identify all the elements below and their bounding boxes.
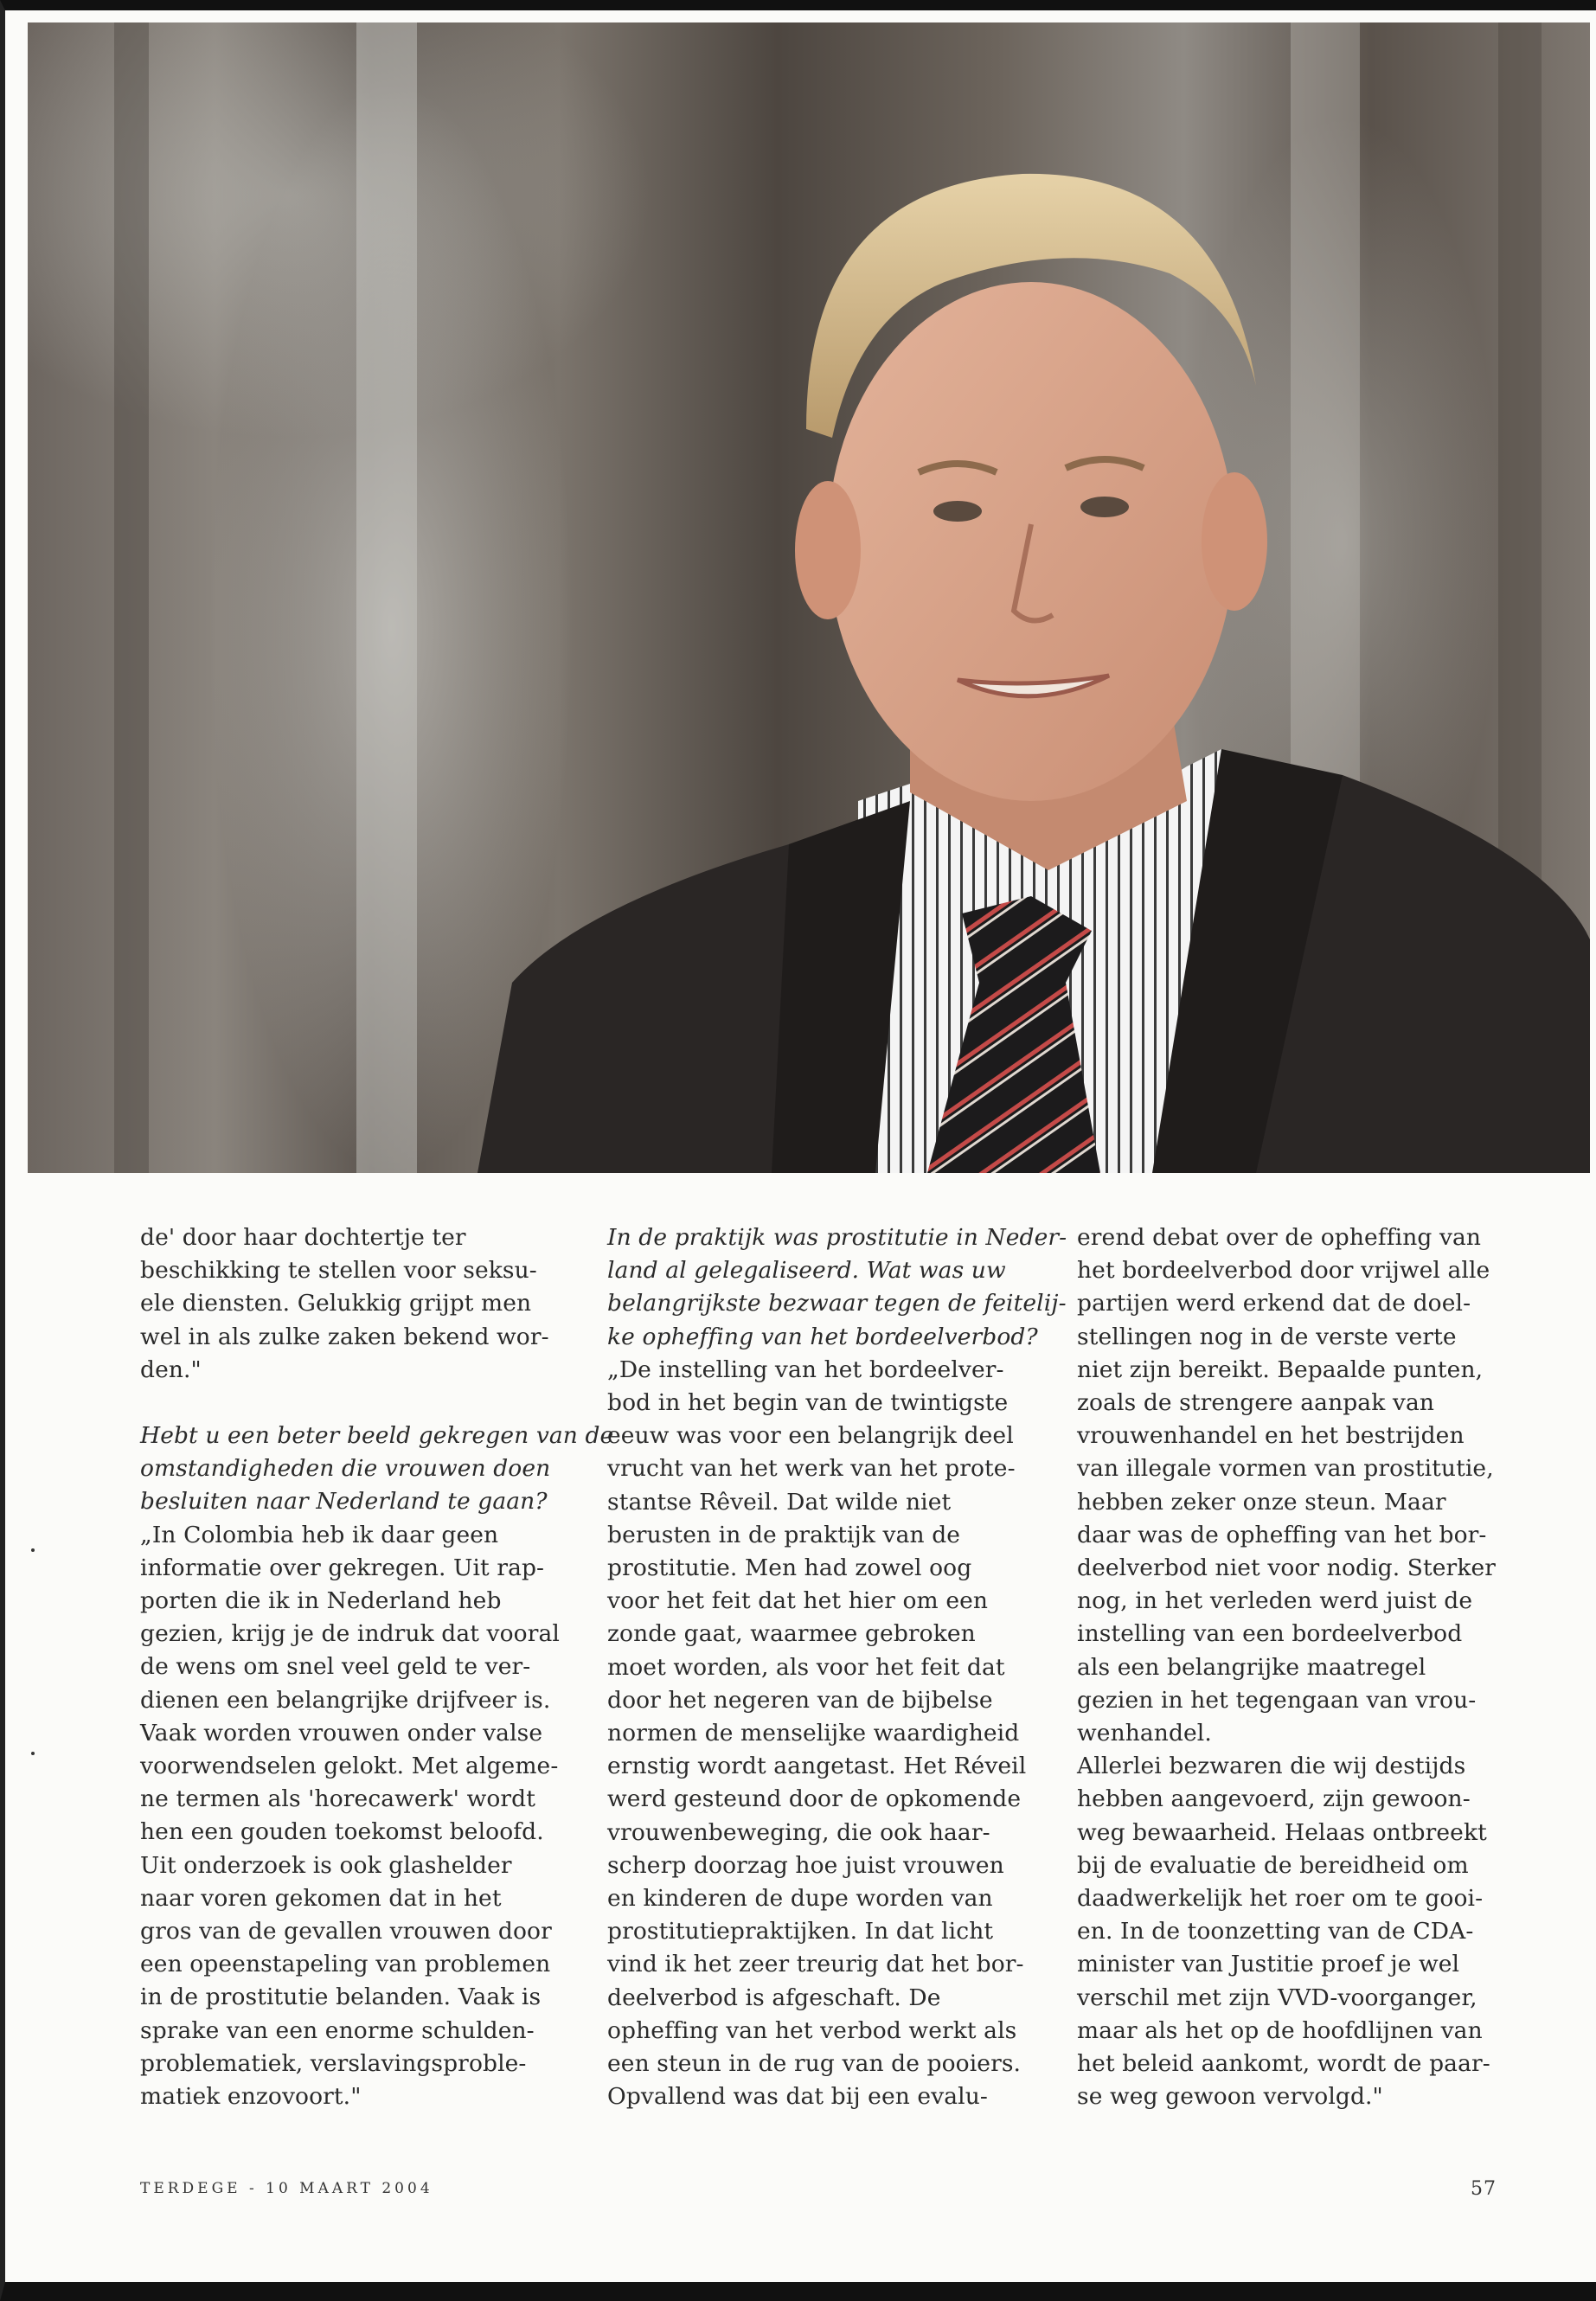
col3-paragraph-2 <box>1077 1750 1496 2113</box>
text-line: naar voren gekomen dat in het <box>140 1884 502 1912</box>
text-line: Vaak worden vrouwen onder valse <box>140 1719 543 1747</box>
text-line: porten die ik in Nederland heb <box>140 1587 502 1615</box>
text-column-3 <box>1077 1221 1496 2113</box>
text-line: prostitutiepraktijken. In dat licht <box>607 1918 994 1945</box>
text-line: dienen een belangrijke drijfveer is. <box>140 1686 551 1714</box>
text-line: stantse Rêveil. Dat wilde niet <box>607 1488 952 1516</box>
text-line: beschikking te stellen voor seksu- <box>140 1257 537 1285</box>
col1-question <box>140 1420 613 1519</box>
question-line: In de praktijk was prostitutie in Neder- <box>607 1224 1067 1251</box>
text-line: zoals de strengere aanpak van <box>1077 1389 1435 1417</box>
text-line: wel in als zulke zaken bekend wor- <box>140 1323 549 1350</box>
text-line: problematiek, verslavingsproble- <box>140 2049 527 2077</box>
text-line: en kinderen de dupe worden van <box>607 1885 993 1913</box>
scan-speck <box>31 1548 35 1552</box>
text-line: berusten in de praktijk van de <box>607 1521 961 1548</box>
text-line: werd gesteund door de opkomende <box>607 1785 1022 1813</box>
question-line: Hebt u een beter beeld gekregen van de <box>140 1422 614 1450</box>
col1-paragraph-1 <box>140 1221 613 1387</box>
portrait-photo <box>28 22 1590 1173</box>
text-line: deelverbod is afgeschaft. De <box>607 1984 941 2011</box>
text-line: en. In de toonzetting van de CDA- <box>1077 1918 1474 1945</box>
text-line: als een belangrijke maatregel <box>1077 1653 1426 1681</box>
col3-paragraph-1 <box>1077 1221 1496 1750</box>
text-line: de wens om snel veel geld te ver- <box>140 1653 531 1681</box>
text-line: voor het feit dat het hier om een <box>607 1587 989 1615</box>
text-column-2 <box>607 1221 1067 2113</box>
text-line: partijen werd erkend dat de doel- <box>1077 1290 1471 1317</box>
text-line: nog, in het verleden werd juist de <box>1077 1587 1473 1615</box>
text-line: Opvallend was dat bij een evalu- <box>607 2083 988 2111</box>
text-column-1 <box>140 1221 613 2113</box>
text-line: gros van de gevallen vrouwen door <box>140 1918 552 1945</box>
publication-footer: TERDEGE - 10 MAART 2004 <box>140 2180 433 2197</box>
text-line: „De instelling van het bordeelver- <box>607 1356 1004 1383</box>
question-line: belangrijkste bezwaar tegen de feitelij- <box>607 1290 1067 1317</box>
text-line: zonde gaat, waarmee gebroken <box>607 1620 976 1648</box>
text-line: vrouwenbeweging, die ook haar- <box>607 1818 990 1846</box>
text-line: bod in het begin van de twintigste <box>607 1389 1009 1417</box>
text-line: moet worden, als voor het feit dat <box>607 1653 1005 1681</box>
text-line: een steun in de rug van de pooiers. <box>607 2050 1022 2078</box>
text-line: scherp doorzag hoe juist vrouwen <box>607 1851 1004 1879</box>
question-line: omstandigheden die vrouwen doen <box>140 1455 551 1483</box>
text-line: in de prostitutie belanden. Vaak is <box>140 1984 542 2011</box>
text-line: een opeenstapeling van problemen <box>140 1951 551 1978</box>
text-line: erend debat over de opheffing van <box>1077 1224 1482 1251</box>
text-line: vrouwenhandel en het bestrijden <box>1077 1422 1465 1450</box>
text-line: vrucht van het werk van het prote- <box>607 1455 1016 1483</box>
scan-speck <box>31 1752 35 1755</box>
text-line: instelling van een bordeelverbod <box>1077 1620 1463 1648</box>
text-line: door het negeren van de bijbelse <box>607 1686 993 1714</box>
text-line: ne termen als 'horecawerk' wordt <box>140 1785 535 1813</box>
text-line: prostitutie. Men had zowel oog <box>607 1554 972 1582</box>
col2-question <box>607 1221 1067 1354</box>
text-line: Allerlei bezwaren die wij destijds <box>1077 1753 1466 1780</box>
text-line: niet zijn bereikt. Bepaalde punten, <box>1077 1356 1484 1383</box>
text-line: wenhandel. <box>1077 1720 1212 1747</box>
page-number: 57 <box>1471 2178 1497 2200</box>
question-line: land al gelegaliseerd. Wat was uw <box>607 1257 1006 1285</box>
text-line: sprake van een enorme schulden- <box>140 2016 535 2044</box>
text-line: informatie over gekregen. Uit rap- <box>140 1554 545 1581</box>
text-line: opheffing van het verbod werkt als <box>607 2016 1017 2044</box>
text-line: hen een gouden toekomst beloofd. <box>140 1818 544 1846</box>
text-line: weg bewaarheid. Helaas ontbreekt <box>1077 1818 1487 1846</box>
question-line: ke opheffing van het bordeelverbod? <box>607 1323 1038 1350</box>
text-line: verschil met zijn VVD-voorganger, <box>1077 1984 1477 2011</box>
text-line: gezien, krijg je de indruk dat vooral <box>140 1620 560 1648</box>
text-line: van illegale vormen van prostitutie, <box>1077 1455 1494 1483</box>
col2-paragraph-1 <box>607 1354 1067 2114</box>
text-line: minister van Justitie proef je wel <box>1077 1951 1460 1978</box>
question-line: besluiten naar Nederland te gaan? <box>140 1488 548 1516</box>
text-line: Uit onderzoek is ook glashelder <box>140 1851 512 1879</box>
text-line: het bordeelverbod door vrijwel alle <box>1077 1257 1490 1285</box>
text-line: hebben aangevoerd, zijn gewoon- <box>1077 1785 1471 1813</box>
text-line: vind ik het zeer treurig dat het bor- <box>607 1951 1024 1978</box>
text-line: ele diensten. Gelukkig grijpt men <box>140 1290 532 1317</box>
text-line: „In Colombia heb ik daar geen <box>140 1521 499 1548</box>
text-line: daadwerkelijk het roer om te gooi- <box>1077 1885 1484 1913</box>
text-line: maar als het op de hoofdlijnen van <box>1077 2016 1483 2044</box>
text-line: normen de menselijke waardigheid <box>607 1720 1020 1747</box>
text-line: matiek enzovoort." <box>140 2083 362 2111</box>
text-line: hebben zeker onze steun. Maar <box>1077 1488 1446 1516</box>
text-line: gezien in het tegengaan van vrou- <box>1077 1686 1477 1714</box>
text-line: het beleid aankomt, wordt de paar- <box>1077 2050 1490 2078</box>
text-line: daar was de opheffing van het bor- <box>1077 1521 1487 1548</box>
text-line: bij de evaluatie de bereidheid om <box>1077 1851 1469 1879</box>
portrait-illustration <box>28 22 1590 1173</box>
col1-paragraph-2 <box>140 1519 613 2114</box>
text-line: de' door haar dochtertje ter <box>140 1224 466 1251</box>
text-line: eeuw was voor een belangrijk deel <box>607 1422 1014 1450</box>
text-line: deelverbod niet voor nodig. Sterker <box>1077 1554 1497 1582</box>
text-line: ernstig wordt aangetast. Het Réveil <box>607 1753 1027 1780</box>
text-line: voorwendselen gelokt. Met algeme- <box>140 1753 559 1780</box>
text-line: den." <box>140 1356 202 1383</box>
text-line: se weg gewoon vervolgd." <box>1077 2083 1383 2111</box>
text-line: stellingen nog in de verste verte <box>1077 1323 1457 1350</box>
